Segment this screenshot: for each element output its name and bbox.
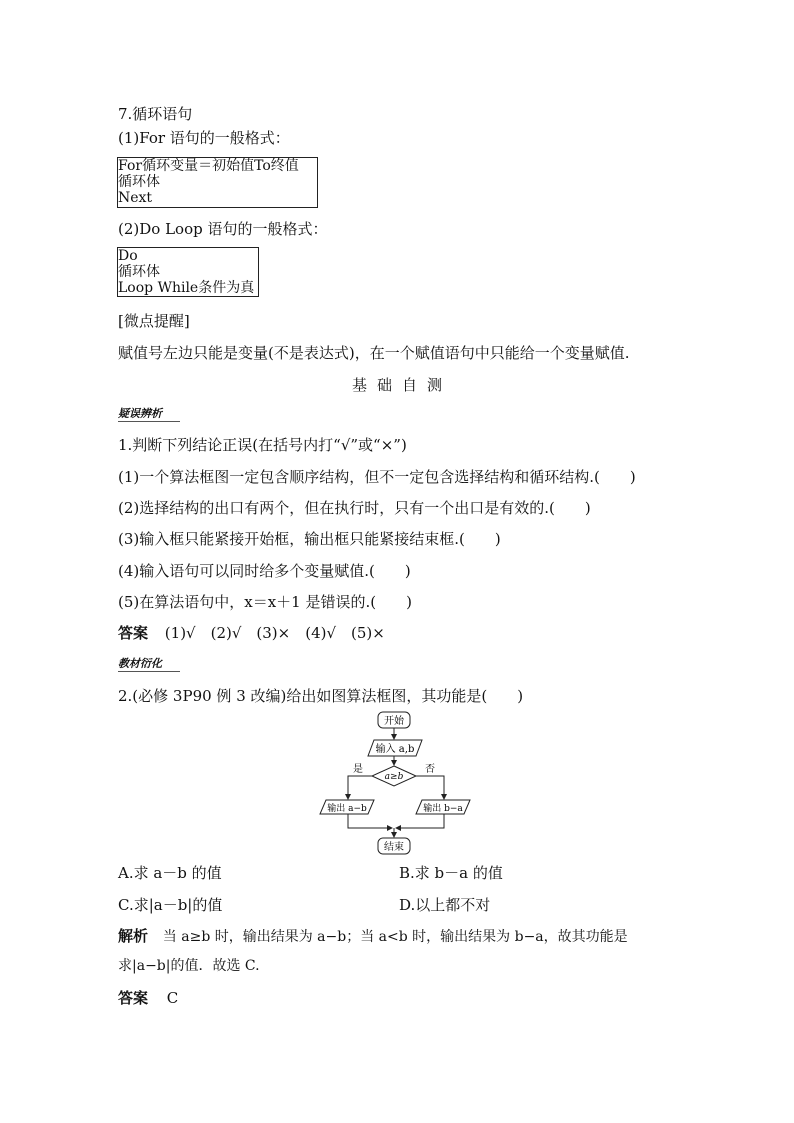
decision-label: a≥b	[384, 772, 404, 782]
answer-text: C	[166, 989, 179, 1007]
end-label: 结束	[384, 842, 404, 853]
q1-stem: 1.判断下列结论正误(在括号内打“√”或“×”)	[118, 436, 407, 454]
tag-error-analysis: 疑误辨析	[118, 407, 162, 420]
for-syntax-box	[117, 157, 318, 208]
start-label: 开始	[384, 716, 404, 727]
do-intro: (2)Do Loop 语句的一般格式：	[118, 220, 328, 238]
option-d: D.以上都不对	[399, 896, 491, 914]
do-line-1: Do	[118, 248, 138, 264]
answer-text: (1)√ (2)√ (3)× (4)√ (5)×	[164, 624, 385, 642]
analysis-text: 当 a≥b 时，输出结果为 a−b；当 a<b 时，输出结果为 b−a，故其功能是	[162, 929, 628, 945]
analysis-label: 解析	[118, 927, 149, 945]
section-title: 7.循环语句	[118, 105, 193, 123]
q1-item: (5)在算法语句中，x＝x＋1 是错误的.( )	[118, 593, 412, 611]
do-line-3: Loop While条件为真	[118, 280, 255, 296]
no-label: 否	[425, 764, 435, 775]
tag-underline	[118, 421, 180, 422]
tag-textbook: 教材衍化	[118, 657, 162, 670]
q2-answer	[118, 988, 178, 1008]
output-right-label: 输出 b−a	[423, 804, 463, 814]
for-line-2: 循环体	[118, 174, 160, 190]
for-line-3: Next	[118, 190, 153, 206]
flowchart	[318, 710, 478, 858]
q2-analysis-line1	[118, 926, 628, 947]
self-test-heading: 基础自测	[352, 376, 453, 394]
q1-item: (3)输入框只能紧接开始框，输出框只能紧接结束框.( )	[118, 530, 501, 548]
answer-label: 答案	[118, 624, 149, 642]
q1-item: (1)一个算法框图一定包含顺序结构，但不一定包含选择结构和循环结构.( )	[118, 468, 636, 486]
q2-analysis-line2: 求|a−b|的值．故选 C.	[118, 958, 260, 974]
option-c: C.求|a－b|的值	[118, 896, 223, 914]
for-intro: (1)For 语句的一般格式：	[118, 129, 290, 147]
option-a: A.求 a－b 的值	[118, 864, 222, 882]
q2-stem: 2.(必修 3P90 例 3 改编)给出如图算法框图，其功能是( )	[118, 687, 524, 705]
option-b: B.求 b－a 的值	[399, 864, 503, 882]
tag-underline	[118, 671, 180, 672]
input-label: 输入 a,b	[375, 744, 415, 755]
answer-label: 答案	[118, 989, 149, 1007]
do-line-2: 循环体	[118, 264, 160, 280]
do-syntax-box	[117, 247, 259, 297]
for-line-1: For循环变量＝初始值To终值	[118, 158, 299, 174]
output-left-label: 输出 a−b	[327, 804, 367, 814]
yes-label: 是	[353, 764, 363, 775]
q1-item: (4)输入语句可以同时给多个变量赋值.( )	[118, 562, 411, 580]
q1-item: (2)选择结构的出口有两个，但在执行时，只有一个出口是有效的.( )	[118, 499, 591, 517]
q1-answer	[118, 623, 385, 643]
tip-label: [微点提醒]	[118, 312, 190, 330]
tip-text: 赋值号左边只能是变量(不是表达式)，在一个赋值语句中只能给一个变量赋值.	[118, 344, 630, 362]
